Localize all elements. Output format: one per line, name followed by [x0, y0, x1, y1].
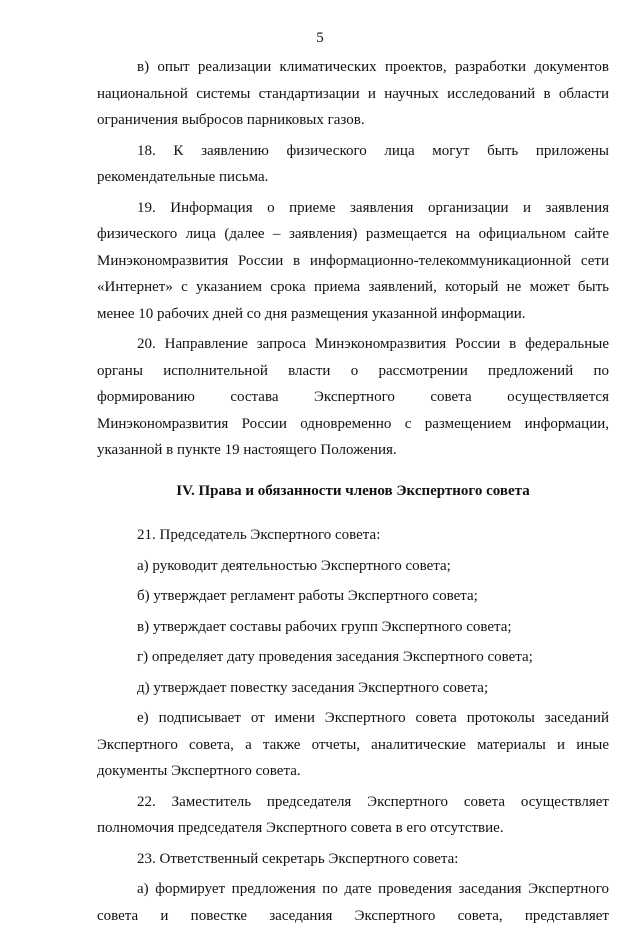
paragraph-21-b: б) утверждает регламент работы Экспертного совета;: [137, 588, 478, 604]
document-body: [97, 54, 609, 933]
paragraph-18: 18. К заявлению физического лица могут быть приложены рекомендательные письма.: [97, 142, 609, 185]
section-heading: IV. Права и обязанности членов Экспертного совета: [176, 482, 530, 499]
paragraph-23-a: а) формирует предложения по дате проведения заседания Экспертного совета и повестке заседания Экспертного совета, представляет: [97, 881, 609, 924]
paragraph-21: 21. Председатель Экспертного совета:: [137, 527, 381, 543]
paragraph-19: 19. Информация о приеме заявления организации и заявления физического лица (далее – заявления) размещается на официальном сайте Минэкономразвития России в информационно-телекоммуникационной сети «Интернет» с указанием срока приема заявлений, который не может быть менее 10 рабочих дней со дня размещения указанной информации.: [97, 199, 609, 322]
paragraph-21-e: е) подписывает от имени Экспертного совета протоколы заседаний Экспертного совета, а также отчеты, аналитические материалы и иные документы Экспертного совета.: [97, 710, 609, 779]
paragraph-23: 23. Ответственный секретарь Экспертного совета:: [137, 850, 459, 867]
paragraph-item-v: в) опыт реализации климатических проектов, разработки документов национальной системы стандартизации и научных исследований в области ограничения выбросов парниковых газов.: [97, 59, 609, 128]
paragraph-20: 20. Направление запроса Минэкономразвития России в федеральные органы исполнительной власти о рассмотрении предложений по формированию состава Экспертного совета осуществляется Минэкономразвития России одновременно с размещением информации, указанной в пункте 19 настоящего Положения.: [97, 336, 609, 458]
page-number: 5: [316, 30, 324, 46]
paragraph-21-g: г) определяет дату проведения заседания Экспертного совета;: [137, 649, 533, 665]
paragraph-21-a: а) руководит деятельностью Экспертного совета;: [137, 557, 451, 574]
paragraph-21-d: д) утверждает повестку заседания Экспертного совета;: [137, 679, 489, 696]
paragraph-22: 22. Заместитель председателя Экспертного совета осуществляет полномочия председателя Экспертного совета в его отсутствие.: [97, 793, 609, 836]
paragraph-21-v: в) утверждает составы рабочих групп Экспертного совета;: [137, 618, 512, 635]
